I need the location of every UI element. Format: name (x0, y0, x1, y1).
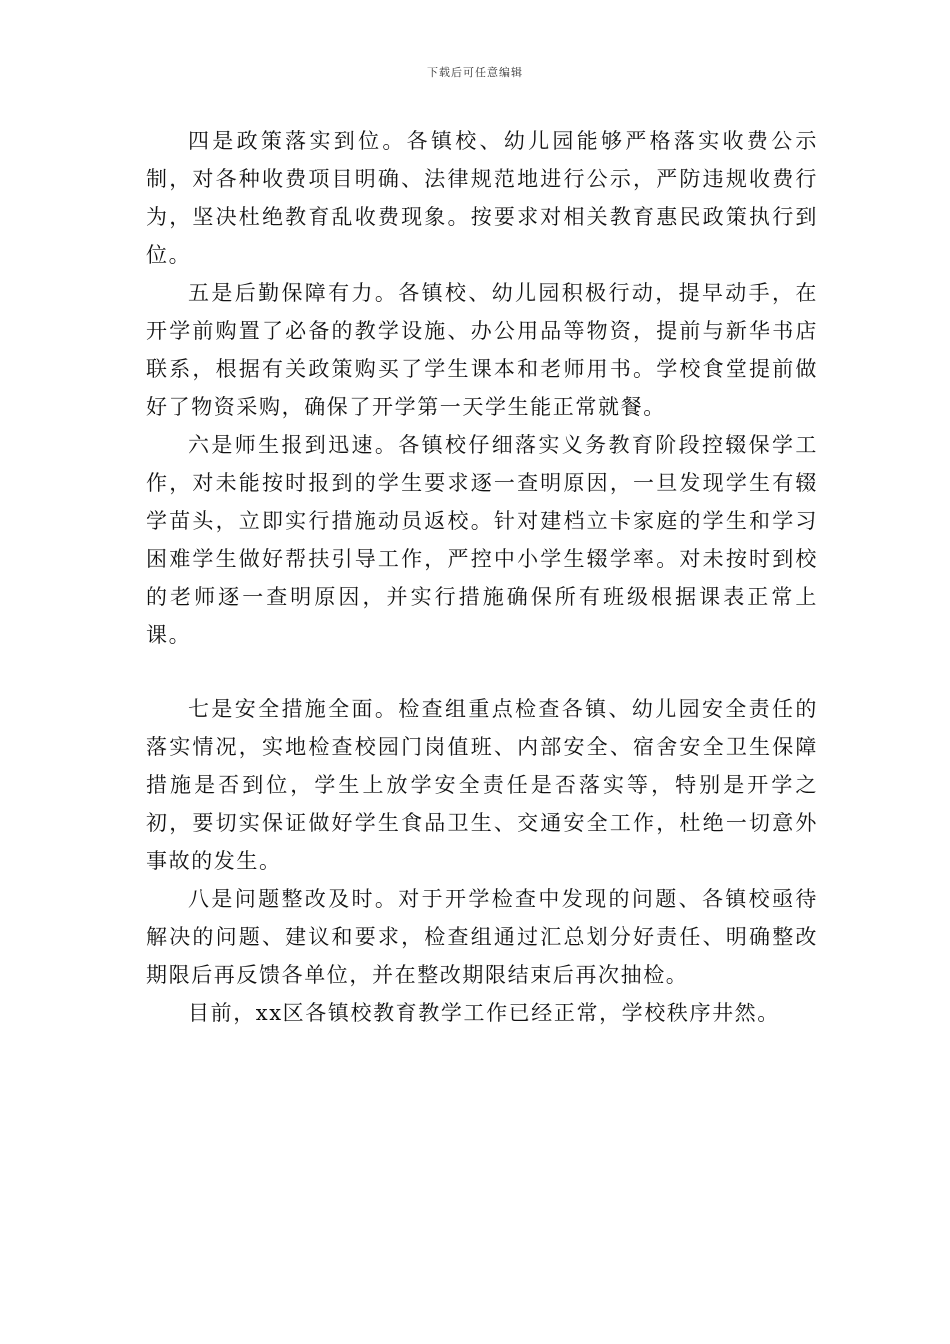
paragraph-registration: 六是师生报到迅速。各镇校仔细落实义务教育阶段控辍保学工作，对未能按时报到的学生要求逐一查明原因，一旦发现学生有辍学苗头，立即实行措施动员返校。针对建档立卡家庭的学生和学习困难学生做好帮扶引导工作，严控中小学生辍学率。对未按时到校的老师逐一查明原因，并实行措施确保所有班级根据课表正常上课。 (146, 433, 818, 647)
document-body (146, 122, 818, 1032)
paragraph-policy: 四是政策落实到位。各镇校、幼儿园能够严格落实收费公示制，对各种收费项目明确、法律规范地进行公示，严防违规收费行为，坚决杜绝教育乱收费现象。按要求对相关教育惠民政策执行到位。 (146, 129, 818, 267)
paragraph-logistics: 五是后勤保障有力。各镇校、幼儿园积极行动，提早动手，在开学前购置了必备的教学设施、办公用品等物资，提前与新华书店联系，根据有关政策购买了学生课本和老师用书。学校食堂提前做好了物资采购，确保了开学第一天学生能正常就餐。 (146, 281, 818, 419)
paragraph-rectification: 八是问题整改及时。对于开学检查中发现的问题、各镇校亟待解决的问题、建议和要求，检查组通过汇总划分好责任、明确整改期限后再反馈各单位，并在整改期限结束后再次抽检。 (146, 887, 818, 987)
paragraph-safety: 七是安全措施全面。检查组重点检查各镇、幼儿园安全责任的落实情况，实地检查校园门岗值班、内部安全、宿舍安全卫生保障措施是否到位，学生上放学安全责任是否落实等，特别是开学之初，要切实保证做好学生食品卫生、交通安全工作，杜绝一切意外事故的发生。 (146, 697, 818, 873)
paragraph-conclusion: 目前，xx区各镇校教育教学工作已经正常，学校秩序井然。 (188, 1001, 780, 1025)
paragraph-spacer (146, 654, 818, 690)
page-header: 下载后可任意编辑 (427, 66, 523, 79)
